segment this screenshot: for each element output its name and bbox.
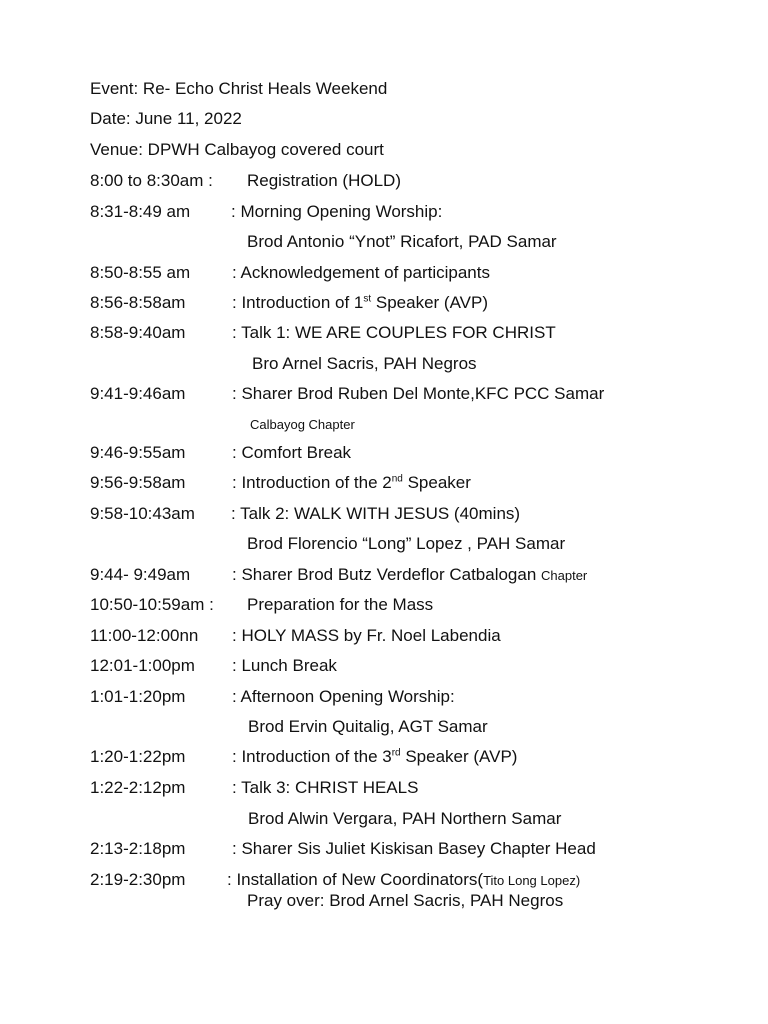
row-text: : Sharer Brod Ruben Del Monte,KFC PCC Samar	[232, 384, 605, 403]
row-time: 8:50-8:55 am	[90, 263, 191, 282]
row-time: 9:56-9:58am	[90, 473, 186, 492]
row-time: 8:58-9:40am	[90, 323, 186, 342]
row-text: : Introduction of the 3rd Speaker (AVP)	[232, 747, 518, 766]
row-text: : Installation of New Coordinators(Tito Long Lopez)	[227, 870, 581, 889]
row-time: 1:22-2:12pm	[90, 778, 186, 797]
row-text: : Sharer Sis Juliet Kiskisan Basey Chapter Head	[232, 839, 596, 858]
row-continuation: Brod Antonio “Ynot” Ricafort, PAD Samar	[247, 232, 557, 251]
row-time: 10:50-10:59am :	[90, 595, 214, 614]
row-text: : Talk 2: WALK WITH JESUS (40mins)	[231, 504, 521, 523]
row-continuation: Brod Alwin Vergara, PAH Northern Samar	[248, 809, 562, 828]
row-time: 2:19-2:30pm	[90, 870, 186, 889]
row-text: : Comfort Break	[232, 443, 352, 462]
row-time: 8:00 to 8:30am :	[90, 171, 213, 190]
row-time: 11:00-12:00nn	[90, 626, 199, 645]
row-time: 2:13-2:18pm	[90, 839, 186, 858]
row-text: : Introduction of the 2nd Speaker	[232, 473, 471, 492]
row-time: 1:01-1:20pm	[90, 687, 186, 706]
row-time: 8:56-8:58am	[90, 293, 186, 312]
row-text: : Morning Opening Worship:	[231, 202, 443, 221]
date-line: Date: June 11, 2022	[90, 109, 242, 128]
row-text: : Introduction of 1st Speaker (AVP)	[232, 293, 488, 312]
row-text: : Sharer Brod Butz Verdeflor Catbalogan Chapter	[232, 565, 588, 584]
row-text: : Talk 1: WE ARE COUPLES FOR CHRIST	[232, 323, 556, 342]
row-text: : Afternoon Opening Worship:	[232, 687, 455, 706]
row-text: : Talk 3: CHRIST HEALS	[232, 778, 419, 797]
row-continuation: Bro Arnel Sacris, PAH Negros	[252, 354, 477, 373]
row-continuation: Brod Florencio “Long” Lopez , PAH Samar	[247, 534, 566, 553]
row-continuation: Calbayog Chapter	[250, 417, 355, 432]
row-time: 1:20-1:22pm	[90, 747, 186, 766]
venue-line: Venue: DPWH Calbayog covered court	[90, 140, 384, 159]
row-text: Registration (HOLD)	[247, 171, 401, 190]
row-text: : Acknowledgement of participants	[232, 263, 490, 282]
row-time: 9:46-9:55am	[90, 443, 186, 462]
row-continuation: Pray over: Brod Arnel Sacris, PAH Negros	[247, 891, 564, 910]
event-line: Event: Re- Echo Christ Heals Weekend	[90, 79, 388, 98]
row-continuation: Brod Ervin Quitalig, AGT Samar	[248, 717, 488, 736]
row-time: 9:58-10:43am	[90, 504, 195, 523]
row-time: 9:44- 9:49am	[90, 565, 191, 584]
row-text: : HOLY MASS by Fr. Noel Labendia	[232, 626, 501, 645]
row-time: 9:41-9:46am	[90, 384, 186, 403]
row-text: : Lunch Break	[232, 656, 337, 675]
row-text: Preparation for the Mass	[247, 595, 434, 614]
row-time: 8:31-8:49 am	[90, 202, 191, 221]
row-time: 12:01-1:00pm	[90, 656, 195, 675]
